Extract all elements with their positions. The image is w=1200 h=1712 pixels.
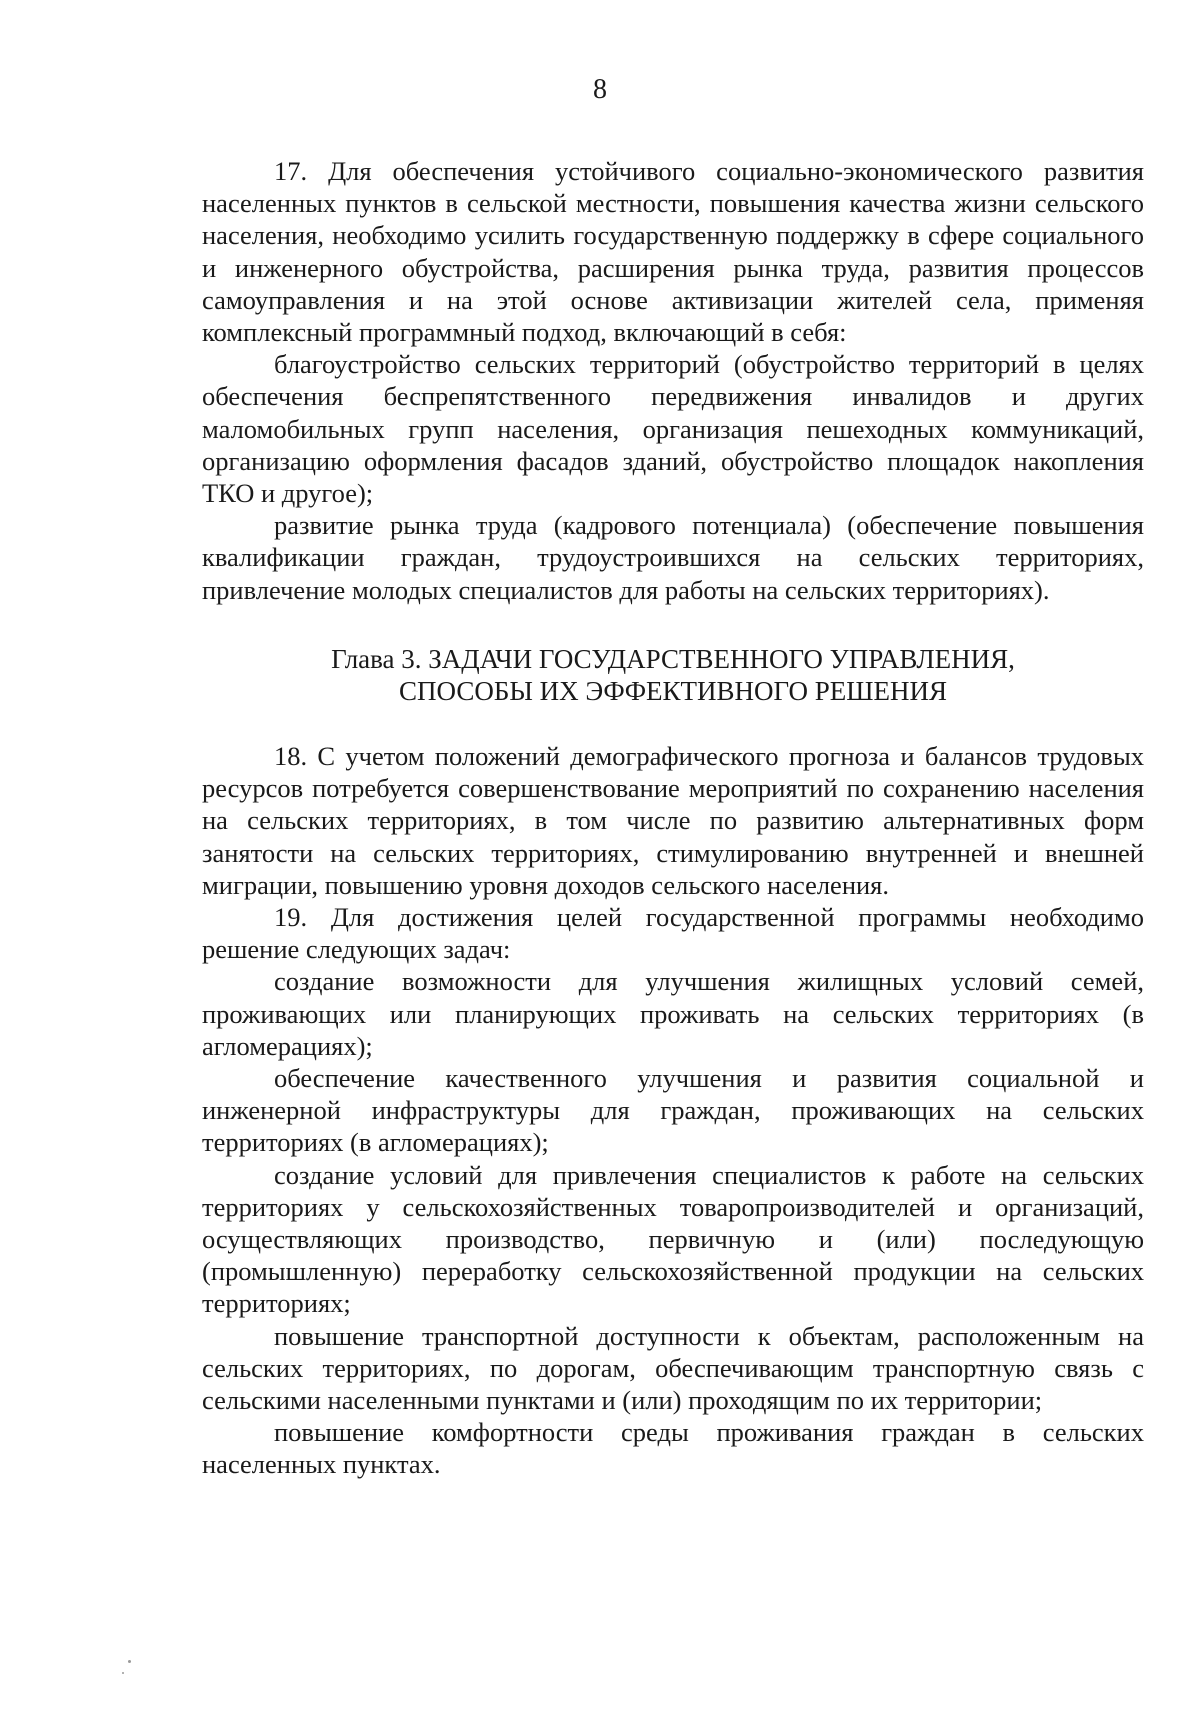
paragraph-19: 19. Для достижения целей государственной программы необходимо решение следующих задач: (202, 902, 1144, 965)
paragraph-landscaping: благоустройство сельских территорий (обустройство территорий в целях обеспечения беспрепятственного передвижения инвалидов и других маломобильных групп населения, организация пешеходных коммуникаций, организацию оформления фасадов зданий, обустройство площадок накопления ТКО и другое); (202, 349, 1144, 509)
chapter-heading-line-2: СПОСОБЫ ИХ ЭФФЕКТИВНОГО РЕШЕНИЯ (399, 676, 947, 706)
text-block-bottom (202, 740, 1144, 1481)
paragraph-task-specialists: создание условий для привлечения специалистов к работе на сельских территориях у сельскохозяйственных товаропроизводителей и организаций, осуществляющих производство, первичную и (или) последующую (промышленную) переработку сельскохозяйственной продукции на сельских территориях; (202, 1159, 1144, 1319)
paragraph-task-comfort: повышение комфортности среды проживания граждан в сельских населенных пунктах. (202, 1417, 1144, 1480)
text-block-top (202, 155, 1144, 606)
scan-dust-mark (128, 1660, 131, 1663)
chapter-heading-line-1: Глава 3. ЗАДАЧИ ГОСУДАРСТВЕННОГО УПРАВЛЕНИЯ, (331, 644, 1015, 674)
scan-dust-mark (122, 1672, 124, 1674)
paragraph-labor-market: развитие рынка труда (кадрового потенциала) (обеспечение повышения квалификации граждан, трудоустроившихся на сельских территориях, привлечение молодых специалистов для работы на сельских территориях). (202, 510, 1144, 605)
paragraph-17: 17. Для обеспечения устойчивого социально-экономического развития населенных пунктов в сельской местности, повышения качества жизни сельского населения, необходимо усилить государственную поддержку в сфере социального и инженерного обустройства, расширения рынка труда, развития процессов самоуправления и на этой основе активизации жителей села, применяя комплексный программный подход, включающий в себя: (202, 156, 1144, 348)
page-number: 8 (593, 74, 607, 105)
chapter-heading (202, 643, 1144, 707)
paragraph-18: 18. С учетом положений демографического прогноза и балансов трудовых ресурсов потребуется совершенствование мероприятий по сохранению населения на сельских территориях, в том числе по развитию альтернативных форм занятости на сельских территориях, стимулированию внутренней и внешней миграции, повышению уровня доходов сельского населения. (202, 741, 1144, 900)
paragraph-task-infrastructure: обеспечение качественного улучшения и развития социальной и инженерной инфраструктуры для граждан, проживающих на сельских территориях (в агломерациях); (202, 1063, 1144, 1158)
paragraph-task-transport: повышение транспортной доступности к объектам, расположенным на сельских территориях, по дорогам, обеспечивающим транспортную связь с сельскими населенными пунктами и (или) проходящим по их территории; (202, 1320, 1144, 1416)
paragraph-task-housing: создание возможности для улучшения жилищных условий семей, проживающих или планирующих проживать на сельских территориях (в агломерациях); (202, 966, 1144, 1061)
